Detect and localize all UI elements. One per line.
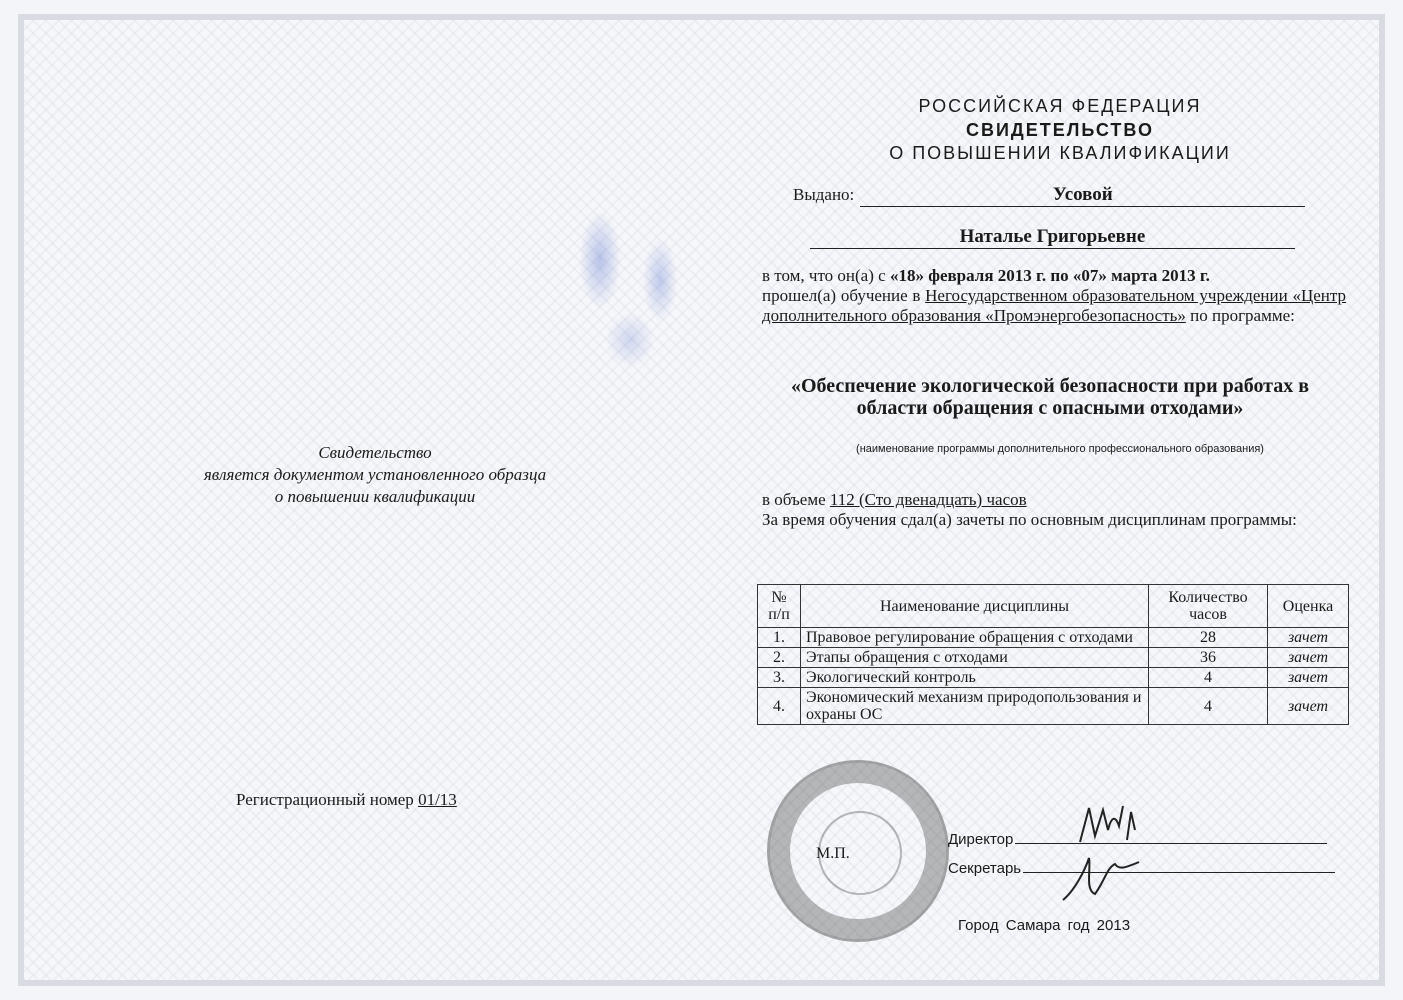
period-mid: по: [1050, 266, 1069, 285]
disciplines-table: [757, 584, 1349, 725]
program-note: (наименование программы дополнительного профессионального образования): [856, 443, 1264, 455]
recipient-name: Наталье Григорьевне: [810, 226, 1295, 249]
table-row: [758, 668, 1349, 688]
training-suffix: по программе:: [1190, 306, 1295, 325]
row-num: 4.: [758, 688, 801, 725]
row-num: 3.: [758, 668, 801, 688]
row-grade: зачет: [1268, 628, 1349, 648]
volume-label: в объеме: [762, 490, 826, 509]
director-signature: [1075, 800, 1145, 850]
end-date: «07» марта 2013 г.: [1072, 266, 1210, 285]
reg-label: Регистрационный номер: [236, 790, 414, 809]
volume: [762, 490, 1027, 510]
secretary-signature: [1055, 850, 1145, 910]
training-paragraph: [762, 266, 1346, 326]
note-line-1: Свидетельство: [318, 443, 432, 462]
secretary-label: Секретарь: [948, 860, 1022, 877]
doc-type-title: СВИДЕТЕЛЬСТВО: [966, 120, 1154, 140]
director-label: Директор: [948, 831, 1014, 848]
country-title: РОССИЙСКАЯ ФЕДЕРАЦИЯ: [918, 96, 1202, 116]
row-grade: зачет: [1268, 688, 1349, 725]
header-hours: Количество часов: [1149, 585, 1268, 628]
city-year: Город Самара год 2013: [958, 917, 1131, 934]
table-row: [758, 648, 1349, 668]
row-grade: зачет: [1268, 668, 1349, 688]
institution-name: Негосударственном образовательном учреждении «Центр дополнительного образования «Промэнергобезопасность»: [762, 286, 1347, 325]
issued-to: [793, 184, 1305, 207]
table-row: [758, 628, 1349, 648]
table-header-row: [758, 585, 1349, 628]
certificate-note: [160, 442, 590, 508]
row-num: 1.: [758, 628, 801, 648]
period-prefix: в том, что он(а) с: [762, 266, 886, 285]
header-discipline: Наименование дисциплины: [801, 585, 1149, 628]
start-date: «18» февраля 2013 г.: [889, 266, 1047, 285]
program-name: «Обеспечение экологической безопасности при работах в области обращения с опасными отходами»: [790, 375, 1310, 419]
header-num: № п/п: [758, 585, 801, 628]
reg-number: 01/13: [418, 790, 457, 809]
training-prefix: прошел(а) обучение в: [762, 286, 921, 305]
table-row: [758, 688, 1349, 725]
exams-text: За время обучения сдал(а) зачеты по основным дисциплинам программы:: [762, 510, 1297, 529]
ink-smudge: [560, 170, 730, 390]
row-grade: зачет: [1268, 648, 1349, 668]
volume-value: 112 (Сто двенадцать) часов: [829, 490, 1027, 509]
registration-number: [236, 790, 457, 810]
row-hours: 4: [1149, 688, 1268, 725]
doc-subtitle: О ПОВЫШЕНИИ КВАЛИФИКАЦИИ: [889, 143, 1231, 163]
row-discipline: Правовое регулирование обращения с отходами: [801, 628, 1149, 648]
row-hours: 28: [1149, 628, 1268, 648]
note-line-3: о повышении квалификации: [274, 487, 476, 506]
row-discipline: Экологический контроль: [801, 668, 1149, 688]
recipient-surname: Усовой: [860, 184, 1305, 207]
issued-label: Выдано:: [793, 185, 855, 204]
row-discipline: Экономический механизм природопользования и охраны ОС: [801, 688, 1149, 725]
director-signature-line: [1015, 843, 1327, 844]
official-seal: [767, 760, 949, 942]
row-num: 2.: [758, 648, 801, 668]
row-hours: 36: [1149, 648, 1268, 668]
row-hours: 4: [1149, 668, 1268, 688]
mp-label: М.П.: [816, 845, 850, 862]
note-line-2: является документом установленного образца: [203, 465, 547, 484]
row-discipline: Этапы обращения с отходами: [801, 648, 1149, 668]
header-grade: Оценка: [1268, 585, 1349, 628]
